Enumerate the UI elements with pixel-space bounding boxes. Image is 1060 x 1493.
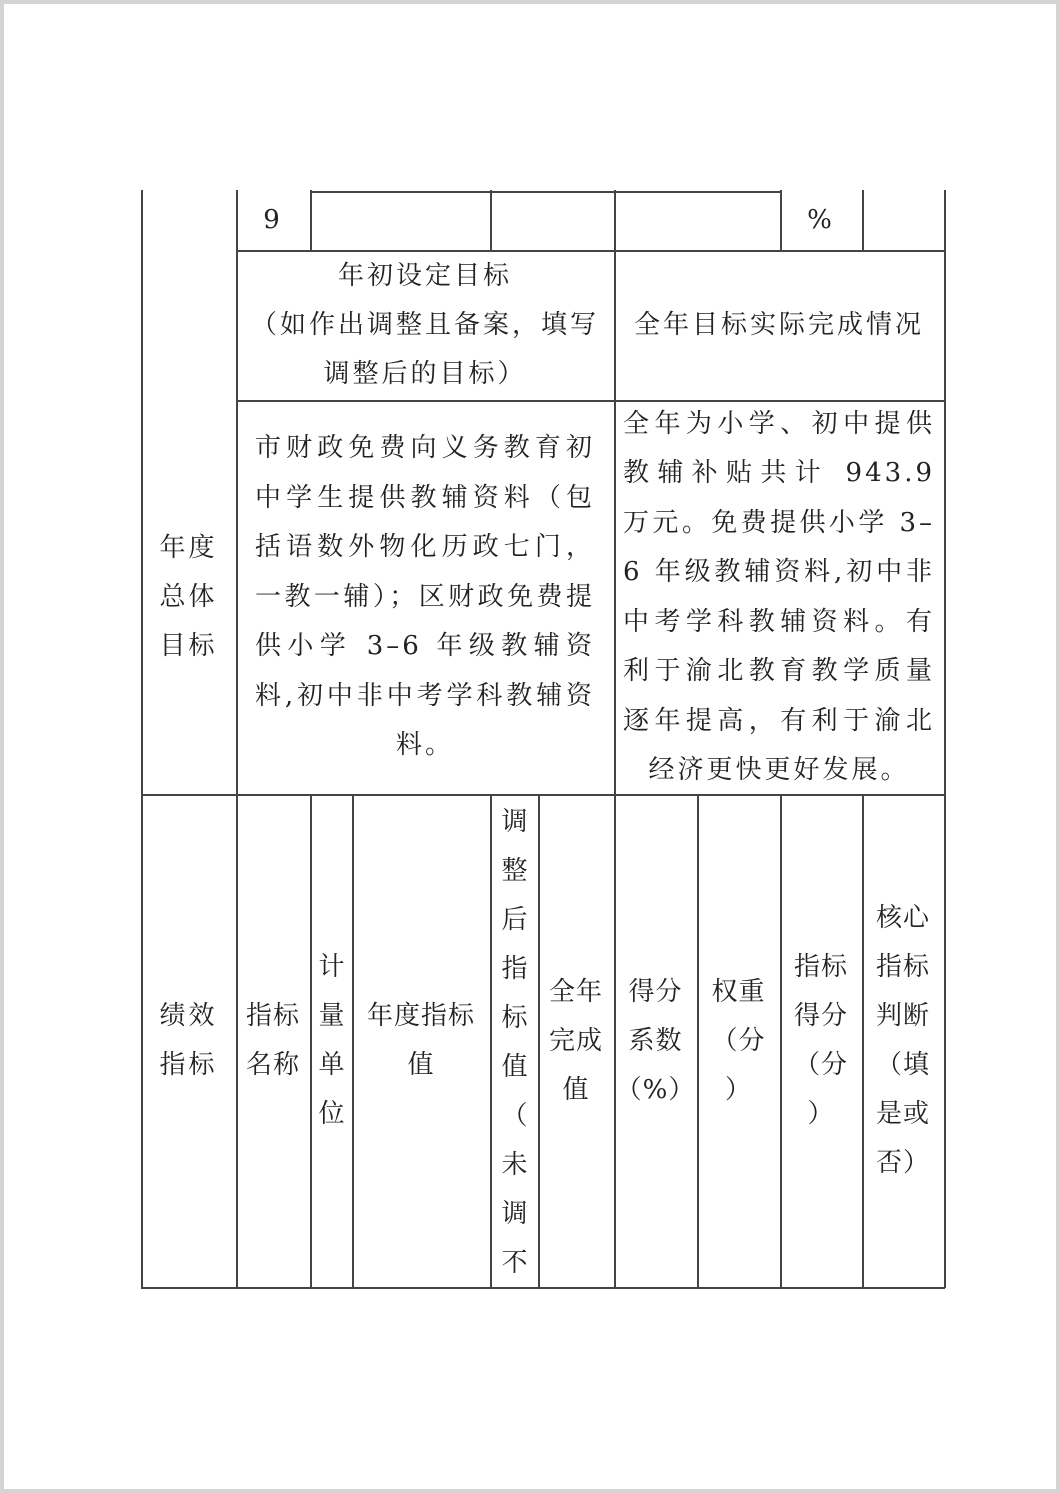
initial-target-text: 市财政免费向义务教育初中学生提供教辅资料（包括语数外物化历政七门，一教一辅）；区财政免费提供小学 3–6 年级教辅资料,初中非中考学科教辅资料。 bbox=[255, 433, 595, 761]
actual-completion-text: 全年为小学、初中提供教辅补贴共计 943.9 万元。免费提供小学 3–6 年级教辅资料,初中非中考学科教辅资料。有利于渝北教育教学质量逐年提高，有利于渝北经济更快更好发展。 bbox=[623, 408, 935, 785]
annual-value-header: 年度指标 值 bbox=[366, 1001, 475, 1080]
score-coefficient-header: 得分 系数 （%） bbox=[615, 976, 696, 1105]
row-number: 9 bbox=[263, 205, 283, 235]
indicator-name-header: 指标 名称 bbox=[245, 1001, 300, 1080]
weight-header: 权重 （分 ） bbox=[711, 976, 766, 1105]
percent-unit: % bbox=[807, 205, 835, 235]
annual-overall-goal-label: 年度 总体 目标 bbox=[159, 532, 218, 661]
unit-header: 计 量 单 位 bbox=[318, 952, 345, 1129]
indicator-score-header: 指标 得分 （分 ） bbox=[793, 952, 848, 1129]
actual-completion-header: 全年目标实际完成情况 bbox=[633, 310, 924, 340]
initial-target-header: 年初设定目标 （如作出调整且备案，填写 调整后的目标） bbox=[250, 261, 599, 389]
performance-indicator-label: 绩效 指标 bbox=[159, 1001, 218, 1080]
full-year-completion-header: 全年 完成 值 bbox=[548, 976, 603, 1105]
adjusted-value-header: 调 整 后 指 标 值 （ 未 调 不 bbox=[501, 807, 528, 1278]
core-indicator-header: 核心 指标 判断 （填 是或 否） bbox=[875, 903, 930, 1178]
